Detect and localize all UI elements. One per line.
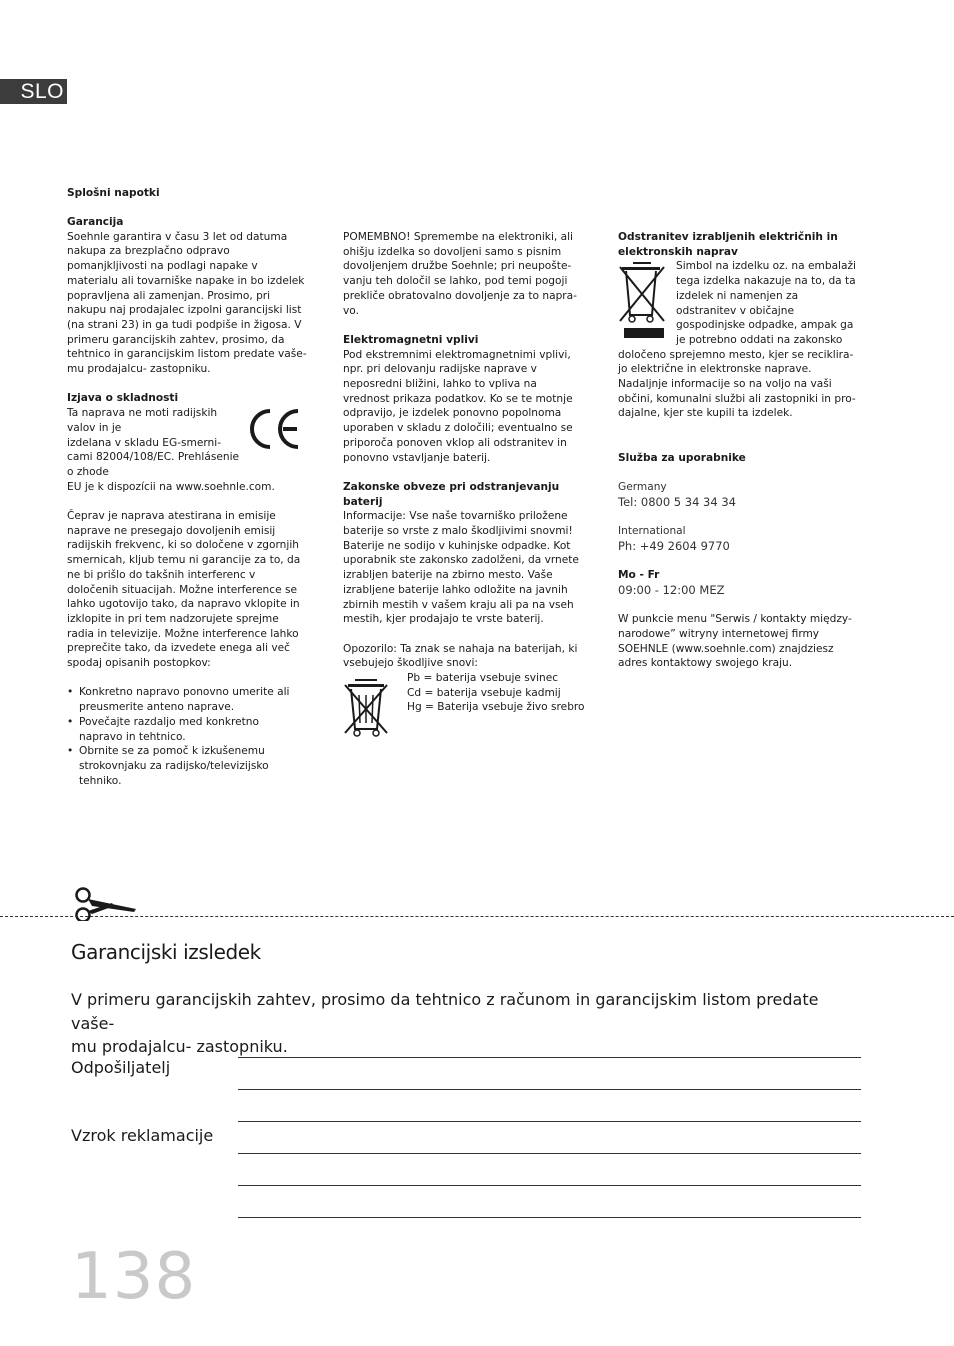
text-line: Simbol na izdelku oz. na embalaži	[676, 260, 857, 273]
list-item	[79, 744, 312, 788]
text-line: ponovno vstavljanje baterij.	[343, 451, 491, 464]
column-electronics	[343, 230, 593, 739]
text-line: dajalne, kjer ste kupili ta izdelek.	[618, 407, 793, 420]
text-line: jo električne in elektronske naprave.	[618, 363, 812, 376]
text-line: (na strani 23) in ga tudi podpiše in žigosa. V	[67, 318, 302, 331]
text-line: preprečite tako, da izvedete enega ali več	[67, 642, 291, 655]
reason-line-3[interactable]	[238, 1185, 861, 1186]
text-line: izrabljene baterije lahko odložite na javnih	[343, 583, 568, 596]
text-line: odpravijo, je izdelek ponovno popolnoma	[343, 407, 562, 420]
text-line: napravo in tehtnico.	[79, 730, 186, 743]
text-line: popravljena ali zamenjan. Prosimo, pri	[67, 289, 271, 302]
text-line: nakupa za brezplačno odpravo	[67, 245, 230, 258]
sender-line-1[interactable]	[238, 1057, 861, 1058]
list-item	[79, 685, 312, 714]
form-intro	[71, 988, 861, 1059]
form-title: Garancijski izsledek	[71, 940, 261, 964]
conformity-text	[67, 406, 312, 494]
text-line: izrabljen baterije na zbirno mesto. Vaše	[343, 569, 553, 582]
text-line: gospodinjske odpadke, ampak ga	[676, 319, 854, 332]
text-line: • Konkretno napravo ponovno umerite ali	[79, 686, 290, 699]
germany-phone: Tel: 0800 5 34 34 34	[618, 494, 736, 509]
text-line: ne bi prišlo do takšnih interferenc v	[67, 568, 256, 581]
text-line: uporabnik ste zakonsko zadolženi, da vrnete	[343, 554, 579, 567]
substance-block	[343, 671, 593, 715]
text-line: primeru garancijskih zahtev, prosimo, da	[67, 333, 285, 346]
text-line: prekliče obratovalno dovoljenje za to napra-	[343, 289, 577, 302]
international-label: International	[618, 525, 686, 537]
crossed-bin-icon	[618, 259, 668, 339]
text-line: POMEMBNO! Spremembe na elektroniki, ali	[343, 231, 573, 243]
text-line: tehniko.	[79, 774, 122, 787]
international-phone: Ph: +49 2604 9770	[618, 538, 730, 553]
list-item	[79, 715, 312, 744]
text-line: mestih, kjer prodajajo te vrste baterij.	[343, 613, 544, 626]
text-line: priporoča ponoven vklop ali odstranitev in	[343, 436, 567, 449]
text-line: izklopite in pri tem nadzorujete sprejme	[67, 612, 279, 625]
sender-label: Odpošiljatelj	[71, 1058, 171, 1077]
ce-mark-icon	[246, 406, 304, 452]
text-line: zbirnih mestih v vašem kraju ali pa na vseh	[343, 598, 574, 611]
page-number: 138	[71, 1240, 197, 1314]
text-line: tega izdelka nakazuje na to, da ta	[676, 275, 856, 288]
text-line: Soehnle garantira v času 3 let od datuma	[67, 230, 288, 243]
remedy-list	[67, 685, 312, 788]
text-line: valov in je	[67, 421, 122, 434]
text-line: strokovnjaku za radijsko/televizijsko	[79, 759, 269, 772]
reason-line-2[interactable]	[238, 1153, 861, 1154]
substance-cd: Cd = baterija vsebuje kadmij	[407, 686, 561, 699]
warranty-title: Garancija	[67, 216, 124, 228]
conformity-title: Izjava o skladnosti	[67, 392, 179, 405]
text-line: radijskih frekvenc, ki so določene v zgornjih	[67, 539, 299, 552]
germany-label: Germany	[618, 480, 667, 493]
hours-label: Mo - Fr	[618, 569, 660, 582]
warranty-text	[67, 230, 312, 377]
text-line: vo.	[343, 304, 359, 317]
text-line: narodowe” witryny internetowej firmy	[618, 627, 820, 640]
language-tab: SLO	[0, 79, 67, 104]
text-line: Pod ekstremnimi elektromagnetnimi vplivi,	[343, 348, 571, 361]
text-line: spodaj opisanih postopkov:	[67, 657, 211, 670]
text-line: W punkcie menu "Serwis / kontakty między-	[618, 613, 852, 626]
text-line: vrednost prikaza podatkov. Ko se te motnje	[343, 392, 573, 405]
text-line: določenih situacijah. Možne interference se	[67, 583, 298, 596]
battery-title: Zakonske obveze pri odstranjevanju baterij	[343, 480, 560, 508]
text-line: Odstranitev izrabljenih električnih in	[618, 231, 838, 243]
weee-title	[618, 230, 868, 259]
sender-line-2[interactable]	[238, 1089, 861, 1090]
reason-line-1[interactable]	[238, 1121, 861, 1122]
reason-label: Vzrok reklamacije	[71, 1126, 214, 1145]
text-line: uporaben v skladu z določili; eventualno se	[343, 422, 573, 435]
text-line: • Povečajte razdaljo med konkretno	[79, 715, 259, 728]
text-line: baterije so vrste z malo škodljivimi snovmi!	[343, 525, 573, 538]
text-line: cami 82004/108/EC. Prehlásenie o zhode	[67, 451, 240, 478]
text-line: Nadaljnje informacije so na voljo na vaši	[618, 378, 832, 391]
text-line: določeno sprejemno mesto, kjer se reciklira-	[618, 348, 854, 361]
polish-contact-text	[618, 612, 868, 671]
text-line: pomanjkljivosti na podlagi napake v	[67, 260, 258, 273]
text-line: EU je k dispozícii na www.soehnle.com.	[67, 480, 275, 493]
text-line: odstranitev v običajne	[676, 304, 794, 317]
text-line: občini, komunalni službi ali zastopniki in pro-	[618, 392, 856, 405]
hours-value: 09:00 - 12:00 MEZ	[618, 582, 725, 597]
text-line: Baterije ne sodijo v kuhinjske odpadke. Kot	[343, 539, 571, 552]
text-line: radia in televizije. Možne interference lahko	[67, 627, 299, 640]
text-line: elektronskih naprav	[618, 245, 738, 258]
text-line: ohišju izdelka so dovoljeni samo s pisnim	[343, 245, 562, 258]
text-line: tehtnico in garancijskim listom predate vaše-	[67, 348, 307, 361]
text-line: smernicah, kljub temu ni garancije za to, da	[67, 554, 301, 567]
emc-title: Elektromagnetni vplivi	[343, 333, 479, 346]
substance-hg: Hg = Baterija vsebuje živo srebro	[407, 701, 585, 714]
text-line: SOEHNLE (www.soehnle.com) znajdziesz	[618, 642, 834, 655]
text-line: Opozorilo: Ta znak se nahaja na baterijah, ki	[343, 642, 578, 655]
reason-line-4[interactable]	[238, 1217, 861, 1218]
text-line: preusmerite anteno naprave.	[79, 701, 235, 714]
text-line: izdelek ni namenjen za	[676, 289, 799, 302]
text-line: vsebujejo škodljive snovi:	[343, 657, 478, 670]
text-line: lahko ugotovijo tako, da napravo vklopite in	[67, 598, 300, 611]
caution-text	[343, 642, 593, 671]
cut-line	[0, 916, 954, 917]
service-title: Služba za uporabnike	[618, 451, 746, 464]
text-line: • Obrnite se za pomoč k izkušenemu	[79, 745, 265, 758]
emc-text	[343, 348, 593, 466]
text-line: dovoljenjem družbe Soehnle; pri neupošte-	[343, 260, 572, 273]
interference-text	[67, 509, 312, 671]
text-line: izdelana v skladu EG-smerni-	[67, 436, 222, 449]
text-line: materialu ali tovarniške napake in bo izdelek	[67, 274, 305, 287]
text-line: Informacije: Vse naše tovarniško priložene	[343, 510, 568, 523]
text-line: adres kontaktowy swojego kraju.	[618, 657, 793, 670]
column-disposal-service	[618, 230, 868, 671]
battery-text	[343, 509, 593, 627]
battery-bin-icon	[343, 675, 395, 739]
important-text	[343, 230, 593, 318]
text-line: je potrebno oddati na zakonsko	[676, 333, 843, 346]
weee-text	[618, 259, 868, 421]
substance-pb: Pb = baterija vsebuje svinec	[407, 672, 559, 685]
text-line: nakupu naj prodajalec izpolni garancijski list	[67, 304, 302, 317]
column-warranty	[67, 215, 312, 788]
text-line: V primeru garancijskih zahtev, prosimo da tehtnico z računom in garancijskim listom predate vaše-	[71, 990, 819, 1033]
text-line: neposredni bližini, lahko to vpliva na	[343, 378, 537, 391]
text-line: Čeprav je naprava atestirana in emisije	[67, 510, 276, 523]
text-line: vanju teh določil se lahko, pod temi pogoji	[343, 275, 568, 288]
text-line: npr. pri delovanju radijske naprave v	[343, 363, 537, 376]
text-line: Ta naprava ne moti radijskih	[67, 407, 218, 420]
section-heading: Splošni napotki	[67, 187, 160, 199]
text-line: mu prodajalcu- zastopniku.	[71, 1037, 288, 1056]
text-line: naprave ne presegajo dovoljenih emisij	[67, 524, 276, 537]
text-line: mu prodajalcu- zastopniku.	[67, 363, 211, 376]
